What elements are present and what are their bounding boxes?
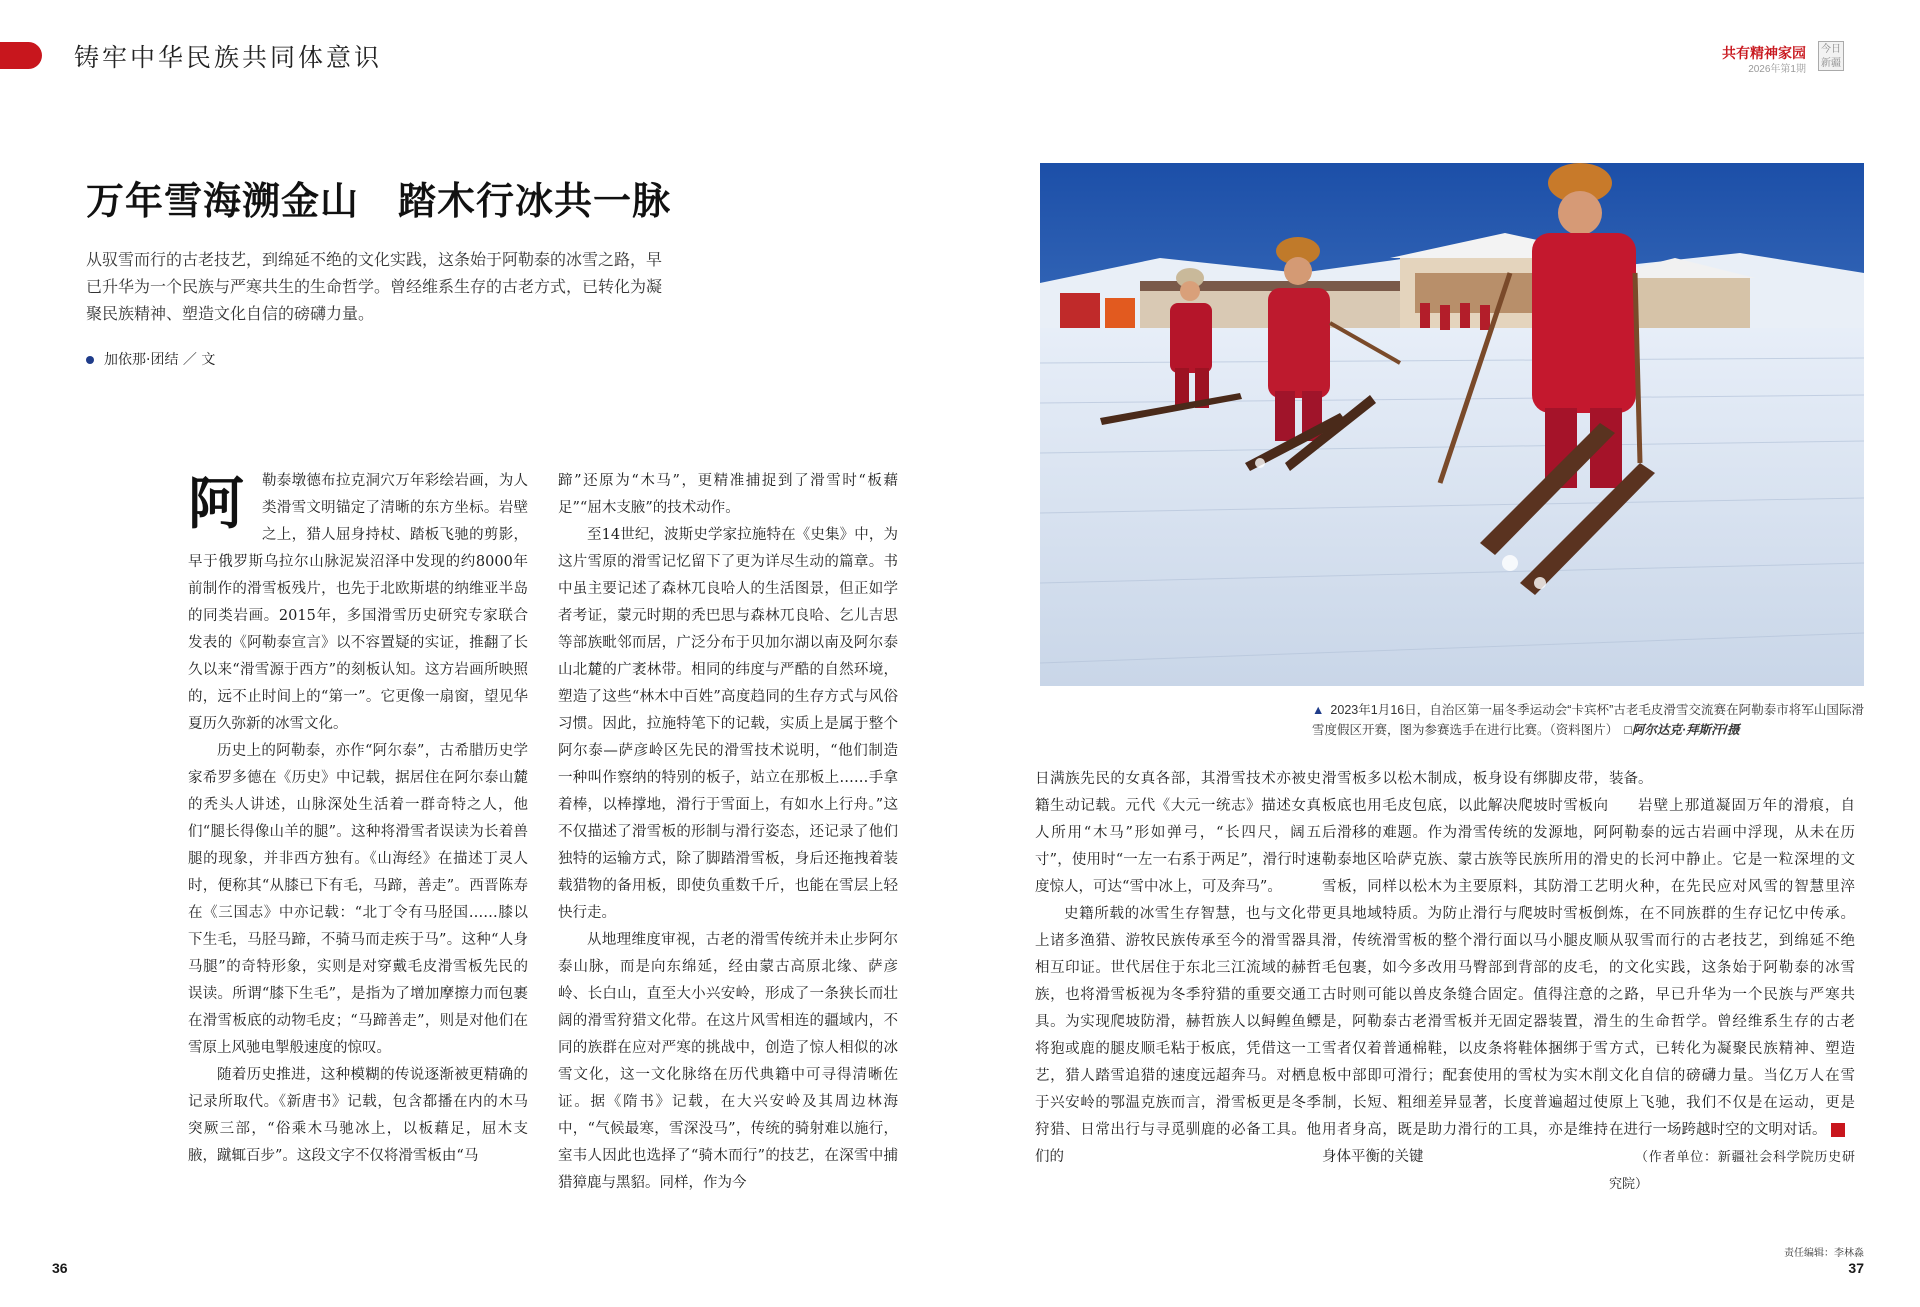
caption-text: 2023年1月16日，自治区第一届冬季运动会“卡宾杯”古老毛皮滑雪交流赛在阿勒泰市将军山国际滑雪度假区开赛，图为参赛选手在进行比赛。（资料图片） <box>1312 703 1864 737</box>
logo-text: 今日 新疆 <box>1821 44 1841 69</box>
paragraph: 装备。 <box>1609 771 1653 787</box>
paragraph: 勒泰墩德布拉克洞穴万年彩绘岩画，为人类滑雪文明锚定了清晰的东方坐标。岩壁之上，猎人屈身持杖、踏板飞驰的剪影，早于俄罗斯乌拉尔山脉泥炭沼泽中发现的约8000年前制作的滑雪板残片，也先于北欧斯堪的纳维亚半岛的同类岩画。2015年，多国滑雪历史研究专家联合发表的《阿勒泰宣言》以不容置疑的实证，推翻了长久以来“滑雪源于西方”的刻板认知。这方岩画所映照的，远不止时间上的“第一”。它更像一扇窗，望见华夏历久弥新的冰雪文化。 <box>188 473 528 732</box>
author-affiliation: （作者单位：新疆社会科学院历史研究院） <box>1609 1150 1855 1192</box>
section-title: 铸牢中华民族共同体意识 <box>74 43 383 72</box>
drop-cap: 阿 <box>188 471 244 537</box>
issue-number: 2026年第1期 <box>1748 64 1806 75</box>
article-photo <box>1040 163 1864 686</box>
end-mark-icon <box>1831 1123 1845 1137</box>
section-marker <box>0 42 42 69</box>
paragraph: 史籍所载的冰雪生存智慧，也与文化带上诸多渔猎、游牧民族传承至今的滑雪器具相互印证。世代居住于东北三江流域的赫哲族，也将滑雪板视为冬季狩猎的重要交通工具。为实现爬坡防滑，赫哲族人以鲟鳇鱼鳔将狍或鹿的腿皮顺毛粘于板底，凭借这一工艺，猎人踏雪追猎的速度远超奔马。对栖息于兴安岭的鄂温克族而言，滑雪板更是冬季狩猎、日常出行与寻觅驯鹿的必备工具。他们的 <box>1035 906 1321 1165</box>
byline-dot-icon <box>86 356 94 364</box>
paragraph: 滑雪板多以松木制成，板身设有绑脚皮带，板底也用毛皮包底，以此解决爬坡时雪板向后滑移的难题。作为滑雪传统的发源地，阿勒泰地区哈萨克族、蒙古族等民族所用的滑雪板，同样以松木为主要原料，其防滑工艺更具地域特质。为防止滑行与爬坡时雪板倒滑，传统滑雪板的整个滑行面以马小腿皮顺毛包裹，如今多改用马臀部到背部的皮毛，古时则可能以兽皮条缝合固定。值得注意的是，阿勒泰古老滑雪板并无固定器装置，滑雪者仅着普通棉鞋，以皮条将鞋体捆绑于雪板中部即可滑行；配套使用的雪杖为实木削制，长短、粗细差异显著，长度普遍超过使用者身高，既是助力滑行的工具，亦是维持身体平衡的关键 <box>1322 771 1608 1165</box>
text-column-3 <box>1035 766 1321 1171</box>
skiers-photo-illustration <box>1040 163 1864 686</box>
paragraph: 随着历史推进，这种模糊的传说逐渐被更精确的记录所取代。《新唐书》记载，包含都播在内的木马突厥三部，“俗乘木马驰冰上，以板藉足，屈木支腋，蹴辄百步”。这段文字不仅将滑雪板由“马 <box>188 1067 528 1164</box>
paragraph: 蹄”还原为“木马”，更精准捕捉到了滑雪时“板藉足”“屈木支腋”的技术动作。 <box>558 473 898 516</box>
text-column-1 <box>188 468 528 1170</box>
article-byline <box>86 349 215 369</box>
caption-triangle-icon: ▲ <box>1312 703 1325 717</box>
article-lede: 从驭雪而行的古老技艺，到绵延不绝的文化实践，这条始于阿勒泰的冰雪之路，早已升华为一个民族与严寒共生的生命哲学。曾经维系生存的古老方式，已转化为凝聚民族精神、塑造文化自信的磅礴力量。 <box>86 250 663 323</box>
photo-caption <box>1312 700 1864 740</box>
text-column-5 <box>1609 766 1855 1198</box>
article-headline: 万年雪海溯金山 踏木行冰共一脉 <box>86 179 672 223</box>
magazine-logo <box>1818 41 1844 71</box>
page-number-left: 36 <box>52 1260 68 1276</box>
text-column-2 <box>558 468 898 1197</box>
page-number-right: 37 <box>1848 1260 1864 1276</box>
paragraph: 日满族先民的女真各部，其滑雪技术亦被史籍生动记载。元代《大元一统志》描述女真人所用“木马”形如弹弓，“长四尺，阔五寸”，使用时“一左一右系于两足”，滑行时速度惊人，可达“雪中冰上，可及奔马”。 <box>1035 771 1321 895</box>
paragraph: 历史上的阿勒泰，亦作“阿尔泰”，古希腊历史学家希罗多德在《历史》中记载，据居住在阿尔泰山麓的秃头人讲述，山脉深处生活着一群奇特之人，他们“腿长得像山羊的腿”。这种将滑雪者误读为长着兽腿的现象，并非西方独有。《山海经》在描述丁灵人时，便称其“从膝已下有毛，马蹄，善走”。西晋陈寿在《三国志》中亦记载：“北丁令有马胫国……膝以下生毛，马胫马蹄，不骑马而走疾于马”。这种“人身马腿”的奇特形象，实则是对穿戴毛皮滑雪板先民的误读。所谓“膝下生毛”，是指为了增加摩擦力而包裹在滑雪板底的动物毛皮；“马蹄善走”，则是对他们在雪原上风驰电掣般速度的惊叹。 <box>188 743 528 1056</box>
magazine-name: 共有精神家园 <box>1722 45 1806 61</box>
responsible-editor: 责任编辑：李林淼 <box>1784 1248 1864 1259</box>
closing-paragraph-text: 岩壁上那道凝固万年的滑痕，自阿勒泰的远古岩画中浮现，从未在历史的长河中静止。它是一粒深埋的文明火种，在先民应对风雪的智慧里淬炼，在不同族群的生存记忆中传承。从驭雪而行的古老技艺，到绵延不绝的文化实践，这条始于阿勒泰的冰雪之路，早已升华为一个民族与严寒共生的生命哲学。曾经维系生存的古老方式，已转化为凝聚民族精神、塑造文化自信的磅礴力量。当亿万人在雪原上飞驰，我们不仅是在运动，更是在进行一场跨越时空的文明对话。 <box>1609 798 1855 1138</box>
text-column-4 <box>1322 766 1608 1171</box>
paragraph: 至14世纪，波斯史学家拉施特在《史集》中，为这片雪原的滑雪记忆留下了更为详尽生动的篇章。书中虽主要记述了森林兀良哈人的生活图景，但正如学者考证，蒙元时期的秃巴思与森林兀良哈、乞儿吉思等部族毗邻而居，广泛分布于贝加尔湖以南及阿尔泰山北麓的广袤林带。相同的纬度与严酷的自然环境，塑造了这些“林木中百姓”高度趋同的生存方式与风俗习惯。因此，拉施特笔下的记载，实质上是属于整个阿尔泰—萨彦岭区先民的滑雪技术说明，“他们制造一种叫作察纳的特别的板子，站立在那板上……手拿着棒，以棒撑地，滑行于雪面上，有如水上行舟。”这不仅描述了滑雪板的形制与滑行姿态，还记录了他们独特的运输方式，除了脚踏滑雪板，身后还拖拽着装载猎物的备用板，即使负重数千斤，也能在雪层上轻快行走。 <box>558 527 898 921</box>
paragraph <box>1609 793 1855 1144</box>
photo-credit: □阿尔达克·拜斯汗/摄 <box>1624 723 1740 737</box>
byline-text: 加依那·团结 ／ 文 <box>104 352 216 368</box>
paragraph: 从地理维度审视，古老的滑雪传统并未止步阿尔泰山脉，而是向东绵延，经由蒙古高原北缘、萨彦岭、长白山，直至大小兴安岭，形成了一条狭长而壮阔的滑雪狩猎文化带。在这片风雪相连的疆域内，不同的族群在应对严寒的挑战中，创造了惊人相似的冰雪文化，这一文化脉络在历代典籍中可寻得清晰佐证。据《隋书》记载，在大兴安岭及其周边林海中，“气候最寒，雪深没马”，传统的骑射难以施行，室韦人因此也选择了“骑木而行”的技艺，在深雪中捕猎獐鹿与黑貂。同样，作为今 <box>558 932 898 1191</box>
